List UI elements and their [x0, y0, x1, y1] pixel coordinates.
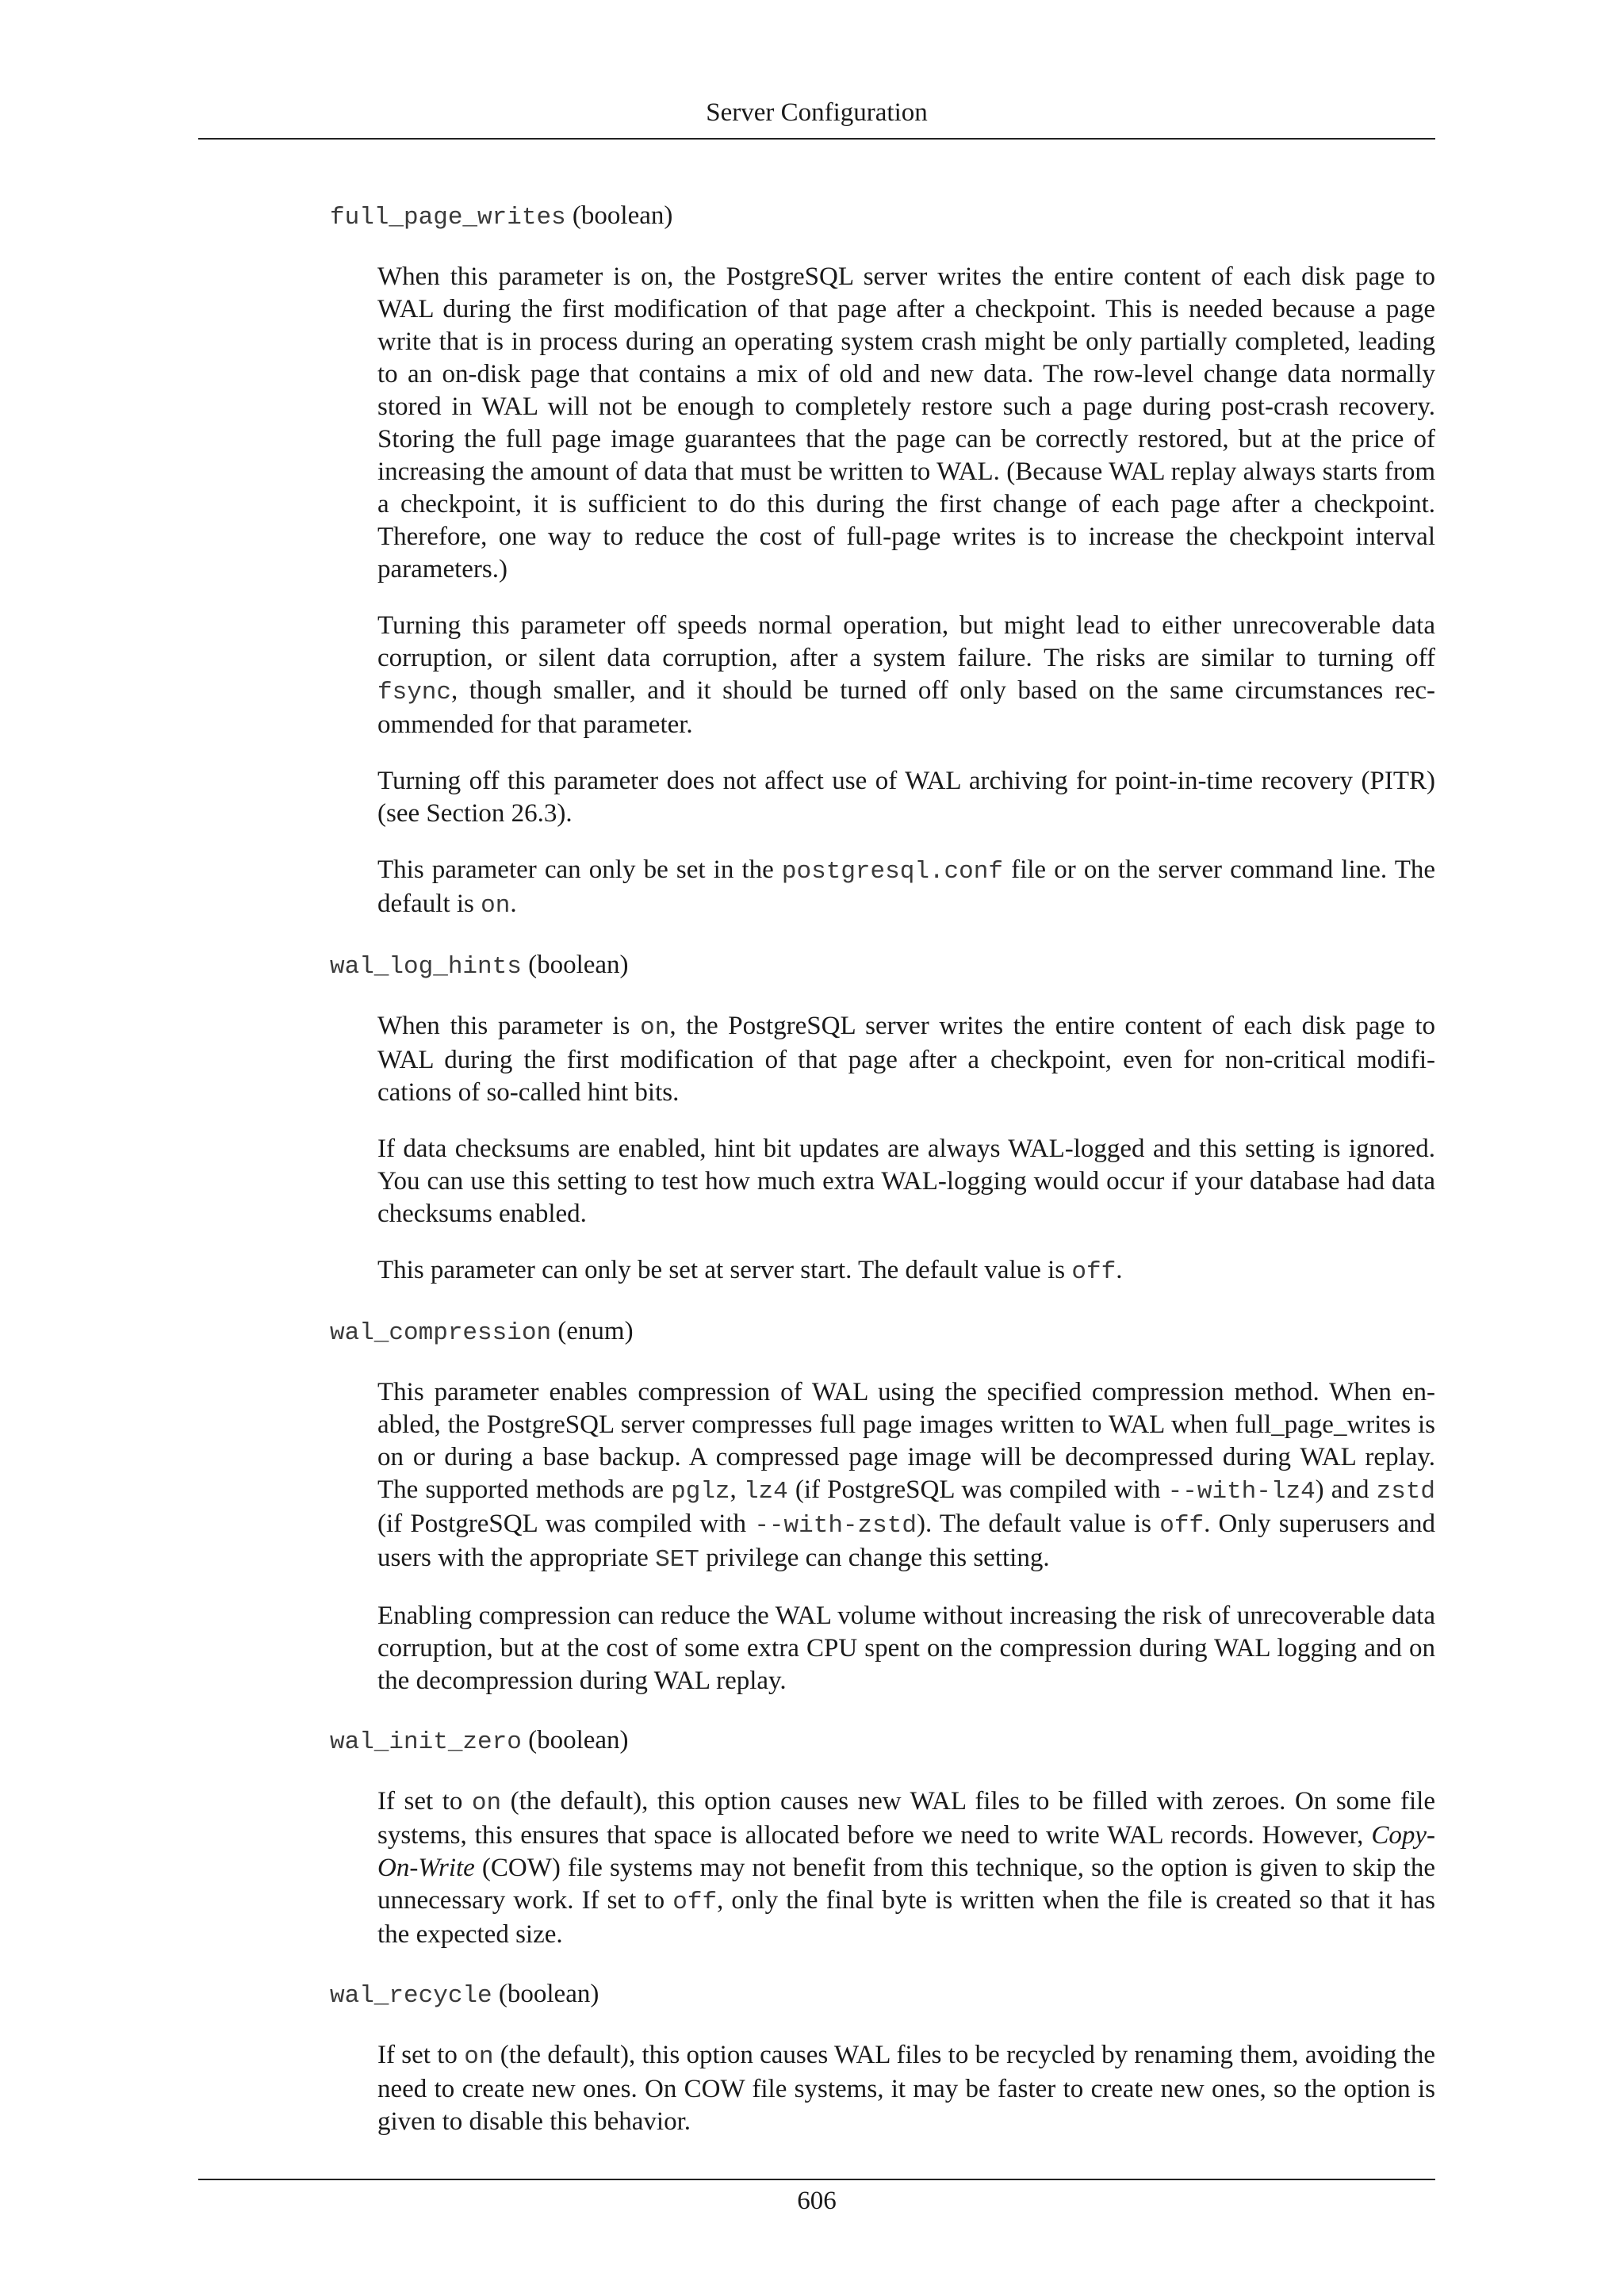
definitions	[330, 197, 1435, 2162]
parameter-description	[377, 1010, 1435, 1288]
entry-wal-compression	[330, 1312, 1435, 1697]
parameter-type: (boolean)	[528, 951, 629, 979]
paragraph: If set to on (the default), this option causes WAL files to be recycled by renaming them, avoiding the need to create new ones. On COW file systems, it may be faster to create new ones, so the option is given to disable this behavior.	[377, 2041, 1435, 2136]
parameter-name: wal_recycle	[330, 1982, 492, 2010]
running-header: Server Configuration	[706, 98, 928, 127]
inline-code: on	[640, 1014, 670, 1042]
inline-code: on	[471, 1789, 502, 1817]
paragraph: If data checksums are enabled, hint bit updates are always WAL-logged and this setting is ignored. You can use this setting to test how much extra WAL-logging would occur if your database had data checksums enabled.	[377, 1135, 1435, 1228]
paragraph: Turning this parameter off speeds normal operation, but might lead to either unrecoverable data corruption, or silent data corruption, after a system failure. The risks are similar to turning off fsync, though smaller, and it should be turned off only based on the same circumstances recommended for that parameter.	[377, 611, 1435, 739]
parameter-name: full_page_writes	[330, 204, 566, 232]
paragraph: Turning off this parameter does not affect use of WAL archiving for point-in-time recovery (PITR) (see Section 26.3).	[377, 767, 1435, 828]
emphasis: Copy-On-Write	[377, 1821, 1435, 1882]
entry-wal-init-zero	[330, 1721, 1435, 1951]
inline-code: off	[1159, 1512, 1205, 1540]
paragraph: When this parameter is on, the PostgreSQL server writes the entire content of each disk page to WAL during the first modification of that page after a checkpoint, even for non-critical modifications of so-called hint bits.	[377, 1012, 1436, 1107]
inline-code: on	[481, 892, 511, 920]
paragraph: This parameter can only be set at server start. The default value is off.	[377, 1256, 1123, 1286]
paragraph: This parameter can only be set in the postgresql.conf file or on the server command line. The default is on.	[377, 855, 1435, 920]
page-number: 606	[797, 2187, 837, 2215]
entry-wal-log-hints	[330, 946, 1435, 1288]
inline-code: zstd	[1376, 1478, 1436, 1506]
parameter-type: (boolean)	[528, 1726, 629, 1755]
parameter-type: (boolean)	[498, 1980, 599, 2008]
parameter-term	[330, 1312, 1435, 1353]
parameter-type: (enum)	[557, 1317, 634, 1345]
paragraph: When this parameter is on, the PostgreSQL server writes the entire content of each disk page to WAL during the first modification of that page after a checkpoint. This is needed because a page write that is in process during an operating system crash might be only partially completed, leading to an on-disk page that contains a mix of old and new data. The row-level change data normally stored in WAL will not be enough to completely restore such a page during post-crash recovery. Storing the full page image guarantees that the page can be correctly restored, but at the price of increasing the amount of data that must be written to WAL. (Because WAL replay always starts from a checkpoint, it is sufficient to do this during the first change of each page after a checkpoint. Therefore, one way to reduce the cost of full-page writes is to increase the checkpoint interval parameters.)	[377, 262, 1435, 584]
parameter-name: wal_init_zero	[330, 1728, 522, 1756]
parameter-description	[377, 261, 1435, 922]
paragraph: If set to on (the default), this option causes new WAL files to be filled with zeroes. On some file systems, this ensures that space is allocated before we need to write WAL records. However, Copy-On-Write (COW) file systems may not benefit from this technique, so the option is given to skip the unnecessary work. If set to off, only the final byte is written when the file is created so that it has the expected size.	[377, 1787, 1435, 1949]
inline-code: lz4	[743, 1478, 788, 1506]
parameter-description	[377, 2039, 1435, 2138]
inline-code: fsync	[377, 679, 452, 706]
entry-wal-recycle	[330, 1975, 1435, 2138]
footer-rule	[198, 2179, 1435, 2180]
parameter-name: wal_compression	[330, 1319, 552, 1347]
inline-code: off	[1071, 1258, 1116, 1286]
inline-code: --with-zstd	[754, 1512, 917, 1540]
inline-code: SET	[655, 1546, 699, 1574]
parameter-description	[377, 1376, 1435, 1697]
entry-full-page-writes	[330, 197, 1435, 922]
paragraph: This parameter enables compression of WAL using the specified compression method. When enabled, the PostgreSQL server compresses full page images written to WAL when full_page_writes is on or during a base backup. A compressed page image will be decompressed during WAL replay. The supported methods are pglz, lz4 (if PostgreSQL was compiled with --with-lz4) and zstd (if PostgreSQL was compiled with --with-zstd). The default value is off. Only superusers and users with the appropriate SET privilege can change this setting.	[377, 1378, 1436, 1574]
inline-code: --with-lz4	[1167, 1478, 1316, 1506]
parameter-name: wal_log_hints	[330, 953, 522, 981]
inline-code: on	[464, 2043, 494, 2071]
inline-code: postgresql.conf	[781, 858, 1003, 886]
parameter-description	[377, 1785, 1435, 1951]
inline-code: pglz	[671, 1478, 730, 1506]
parameter-term	[330, 1975, 1435, 2015]
paragraph: Enabling compression can reduce the WAL volume without increasing the risk of unrecoverable data corruption, but at the cost of some extra CPU spent on the compression during WAL logging and on the decompression during WAL replay.	[377, 1601, 1435, 1695]
parameter-term	[330, 1721, 1435, 1762]
parameter-term	[330, 946, 1435, 986]
inline-code: off	[672, 1888, 718, 1916]
parameter-term	[330, 197, 1435, 237]
parameter-type: (boolean)	[572, 201, 673, 230]
